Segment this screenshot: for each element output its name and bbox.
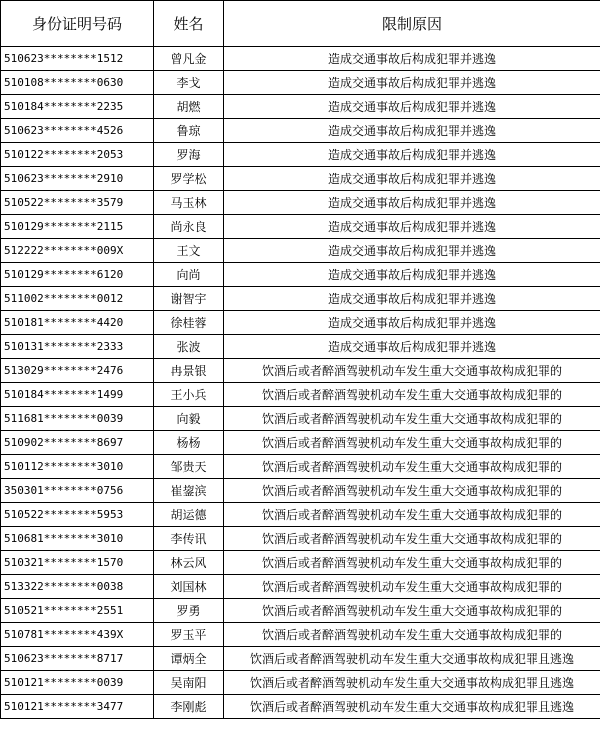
table-row: [1, 335, 600, 359]
id-cell: 510184********1499: [1, 383, 154, 407]
table-row: [1, 695, 600, 719]
id-cell: 510681********3010: [1, 527, 154, 551]
table-row: [1, 503, 600, 527]
id-cell: 510121********3477: [1, 695, 154, 719]
name-cell: 罗勇: [154, 599, 224, 623]
table-row: [1, 239, 600, 263]
table-row: [1, 551, 600, 575]
table-row: [1, 215, 600, 239]
id-cell: 510522********5953: [1, 503, 154, 527]
name-cell: 向尚: [154, 263, 224, 287]
reason-cell: 饮酒后或者醉酒驾驶机动车发生重大交通事故构成犯罪的: [224, 359, 600, 383]
id-cell: 510129********2115: [1, 215, 154, 239]
table-row: [1, 311, 600, 335]
reason-cell: 造成交通事故后构成犯罪并逃逸: [224, 95, 600, 119]
reason-cell: 饮酒后或者醉酒驾驶机动车发生重大交通事故构成犯罪的: [224, 599, 600, 623]
reason-cell: 饮酒后或者醉酒驾驶机动车发生重大交通事故构成犯罪的: [224, 503, 600, 527]
table-row: [1, 623, 600, 647]
id-cell: 510112********3010: [1, 455, 154, 479]
table-row: [1, 191, 600, 215]
name-cell: 王小兵: [154, 383, 224, 407]
reason-cell: 造成交通事故后构成犯罪并逃逸: [224, 215, 600, 239]
name-cell: 邹贵天: [154, 455, 224, 479]
table-header-row: [1, 1, 600, 47]
table-row: [1, 671, 600, 695]
id-cell: 511002********0012: [1, 287, 154, 311]
id-cell: 512222********009X: [1, 239, 154, 263]
name-cell: 刘国林: [154, 575, 224, 599]
table-row: [1, 119, 600, 143]
reason-cell: 饮酒后或者醉酒驾驶机动车发生重大交通事故构成犯罪且逃逸: [224, 647, 600, 671]
header-reason: 限制原因: [224, 1, 600, 47]
reason-cell: 造成交通事故后构成犯罪并逃逸: [224, 287, 600, 311]
reason-cell: 造成交通事故后构成犯罪并逃逸: [224, 239, 600, 263]
reason-cell: 饮酒后或者醉酒驾驶机动车发生重大交通事故构成犯罪的: [224, 383, 600, 407]
reason-cell: 造成交通事故后构成犯罪并逃逸: [224, 167, 600, 191]
name-cell: 徐桂蓉: [154, 311, 224, 335]
name-cell: 李戈: [154, 71, 224, 95]
id-cell: 510122********2053: [1, 143, 154, 167]
table-row: [1, 143, 600, 167]
table-row: [1, 407, 600, 431]
name-cell: 谭炳全: [154, 647, 224, 671]
reason-cell: 饮酒后或者醉酒驾驶机动车发生重大交通事故构成犯罪且逃逸: [224, 695, 600, 719]
reason-cell: 饮酒后或者醉酒驾驶机动车发生重大交通事故构成犯罪的: [224, 455, 600, 479]
reason-cell: 饮酒后或者醉酒驾驶机动车发生重大交通事故构成犯罪的: [224, 575, 600, 599]
id-cell: 510623********8717: [1, 647, 154, 671]
table-row: [1, 287, 600, 311]
id-cell: 510129********6120: [1, 263, 154, 287]
id-cell: 510181********4420: [1, 311, 154, 335]
name-cell: 李刚彪: [154, 695, 224, 719]
id-cell: 510781********439X: [1, 623, 154, 647]
name-cell: 王文: [154, 239, 224, 263]
id-cell: 510623********2910: [1, 167, 154, 191]
name-cell: 崔鋆滨: [154, 479, 224, 503]
table-body: [1, 47, 600, 719]
table-row: [1, 47, 600, 71]
reason-cell: 饮酒后或者醉酒驾驶机动车发生重大交通事故构成犯罪的: [224, 407, 600, 431]
table-row: [1, 359, 600, 383]
reason-cell: 造成交通事故后构成犯罪并逃逸: [224, 263, 600, 287]
id-cell: 510184********2235: [1, 95, 154, 119]
id-cell: 513029********2476: [1, 359, 154, 383]
table-row: [1, 575, 600, 599]
name-cell: 鲁琼: [154, 119, 224, 143]
name-cell: 谢智宇: [154, 287, 224, 311]
reason-cell: 饮酒后或者醉酒驾驶机动车发生重大交通事故构成犯罪的: [224, 527, 600, 551]
table-row: [1, 455, 600, 479]
table-row: [1, 479, 600, 503]
table-row: [1, 167, 600, 191]
id-cell: 510121********0039: [1, 671, 154, 695]
reason-cell: 造成交通事故后构成犯罪并逃逸: [224, 335, 600, 359]
name-cell: 罗玉平: [154, 623, 224, 647]
name-cell: 罗学松: [154, 167, 224, 191]
id-cell: 510521********2551: [1, 599, 154, 623]
name-cell: 张波: [154, 335, 224, 359]
id-cell: 510623********1512: [1, 47, 154, 71]
id-cell: 510902********8697: [1, 431, 154, 455]
id-cell: 510321********1570: [1, 551, 154, 575]
name-cell: 李传讯: [154, 527, 224, 551]
id-cell: 511681********0039: [1, 407, 154, 431]
table-row: [1, 95, 600, 119]
id-cell: 510522********3579: [1, 191, 154, 215]
reason-cell: 造成交通事故后构成犯罪并逃逸: [224, 47, 600, 71]
reason-cell: 饮酒后或者醉酒驾驶机动车发生重大交通事故构成犯罪的: [224, 623, 600, 647]
table-row: [1, 383, 600, 407]
id-cell: 513322********0038: [1, 575, 154, 599]
id-cell: 350301********0756: [1, 479, 154, 503]
table-row: [1, 599, 600, 623]
table-row: [1, 647, 600, 671]
name-cell: 林云风: [154, 551, 224, 575]
reason-cell: 造成交通事故后构成犯罪并逃逸: [224, 143, 600, 167]
name-cell: 杨杨: [154, 431, 224, 455]
table-row: [1, 527, 600, 551]
reason-cell: 造成交通事故后构成犯罪并逃逸: [224, 191, 600, 215]
table-row: [1, 431, 600, 455]
table-row: [1, 263, 600, 287]
header-id: 身份证明号码: [1, 1, 154, 47]
id-cell: 510131********2333: [1, 335, 154, 359]
id-cell: 510623********4526: [1, 119, 154, 143]
table-row: [1, 71, 600, 95]
reason-cell: 造成交通事故后构成犯罪并逃逸: [224, 119, 600, 143]
name-cell: 向毅: [154, 407, 224, 431]
name-cell: 胡运德: [154, 503, 224, 527]
name-cell: 吴南阳: [154, 671, 224, 695]
reason-cell: 饮酒后或者醉酒驾驶机动车发生重大交通事故构成犯罪的: [224, 431, 600, 455]
reason-cell: 造成交通事故后构成犯罪并逃逸: [224, 311, 600, 335]
reason-cell: 饮酒后或者醉酒驾驶机动车发生重大交通事故构成犯罪的: [224, 551, 600, 575]
name-cell: 曾凡金: [154, 47, 224, 71]
reason-cell: 造成交通事故后构成犯罪并逃逸: [224, 71, 600, 95]
name-cell: 尚永良: [154, 215, 224, 239]
id-cell: 510108********0630: [1, 71, 154, 95]
name-cell: 冉景银: [154, 359, 224, 383]
header-name: 姓名: [154, 1, 224, 47]
name-cell: 罗海: [154, 143, 224, 167]
name-cell: 马玉林: [154, 191, 224, 215]
name-cell: 胡燃: [154, 95, 224, 119]
reason-cell: 饮酒后或者醉酒驾驶机动车发生重大交通事故构成犯罪且逃逸: [224, 671, 600, 695]
reason-cell: 饮酒后或者醉酒驾驶机动车发生重大交通事故构成犯罪的: [224, 479, 600, 503]
